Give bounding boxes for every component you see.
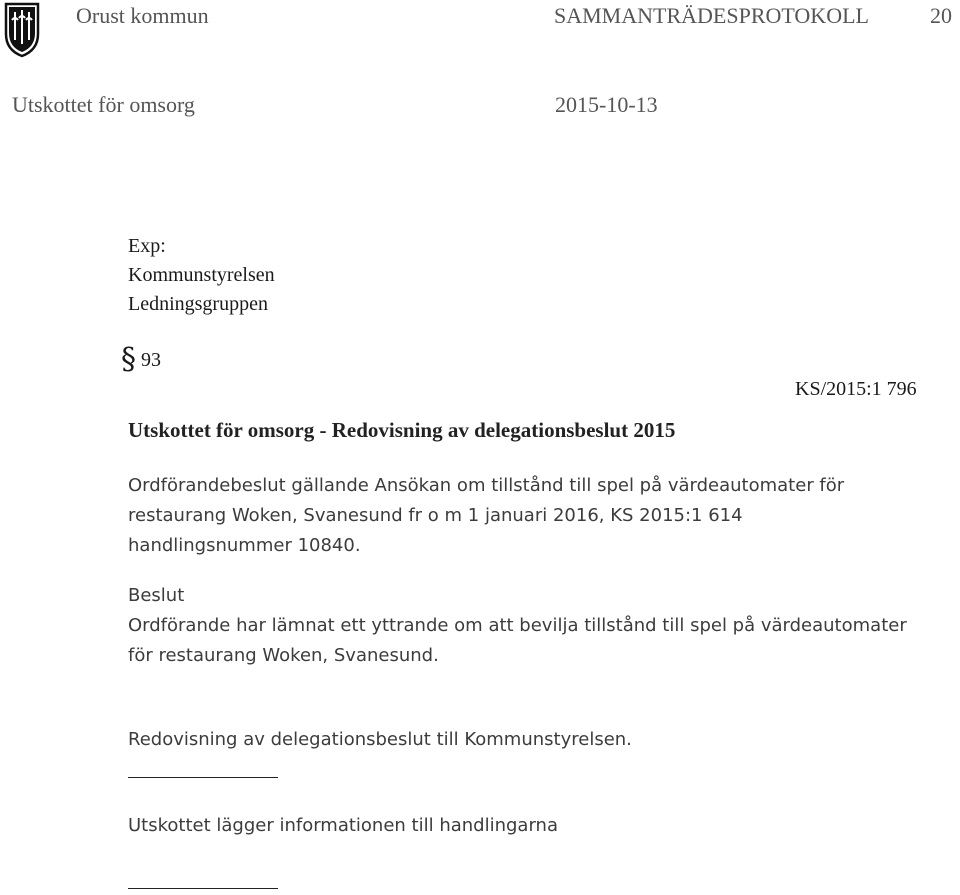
committee-name: Utskottet för omsorg xyxy=(12,92,195,117)
intro-paragraph xyxy=(128,471,844,561)
section-sign: § xyxy=(121,342,136,377)
divider-line xyxy=(128,888,278,889)
paragraph-line: Ordförande har lämnat ett yttrande om att bevilja tillstånd till spel på värdeautomater xyxy=(128,615,907,636)
protocol-title: SAMMANTRÄDESPROTOKOLL xyxy=(554,3,869,28)
note-redovisning: Redovisning av delegationsbeslut till Kommunstyrelsen. xyxy=(128,729,632,750)
meeting-date: 2015-10-13 xyxy=(555,92,658,117)
paragraph-line: restaurang Woken, Svanesund fr o m 1 januari 2016, KS 2015:1 614 xyxy=(128,505,743,526)
decision-heading: Beslut xyxy=(128,585,185,606)
decision-block xyxy=(128,581,907,671)
divider-line xyxy=(128,777,278,778)
section-number: 93 xyxy=(141,349,161,371)
paragraph-line: för restaurang Woken, Svanesund. xyxy=(128,645,439,666)
distribution-label: Exp: xyxy=(128,235,166,257)
distribution-recipient: Kommunstyrelsen xyxy=(128,264,275,286)
organization-name: Orust kommun xyxy=(76,3,209,28)
distribution-recipient: Ledningsgruppen xyxy=(128,293,268,315)
paragraph-line: handlingsnummer 10840. xyxy=(128,535,361,556)
paragraph-line: Ordförandebeslut gällande Ansökan om tillstånd till spel på värdeautomater för xyxy=(128,475,845,496)
note-handlingarna: Utskottet lägger informationen till handlingarna xyxy=(128,815,558,836)
municipality-logo xyxy=(4,0,40,58)
distribution-block xyxy=(128,232,275,319)
page-number: 20 xyxy=(930,3,952,28)
case-reference: KS/2015:1 796 xyxy=(795,378,917,400)
section-title: Utskottet för omsorg - Redovisning av delegationsbeslut 2015 xyxy=(128,418,676,442)
